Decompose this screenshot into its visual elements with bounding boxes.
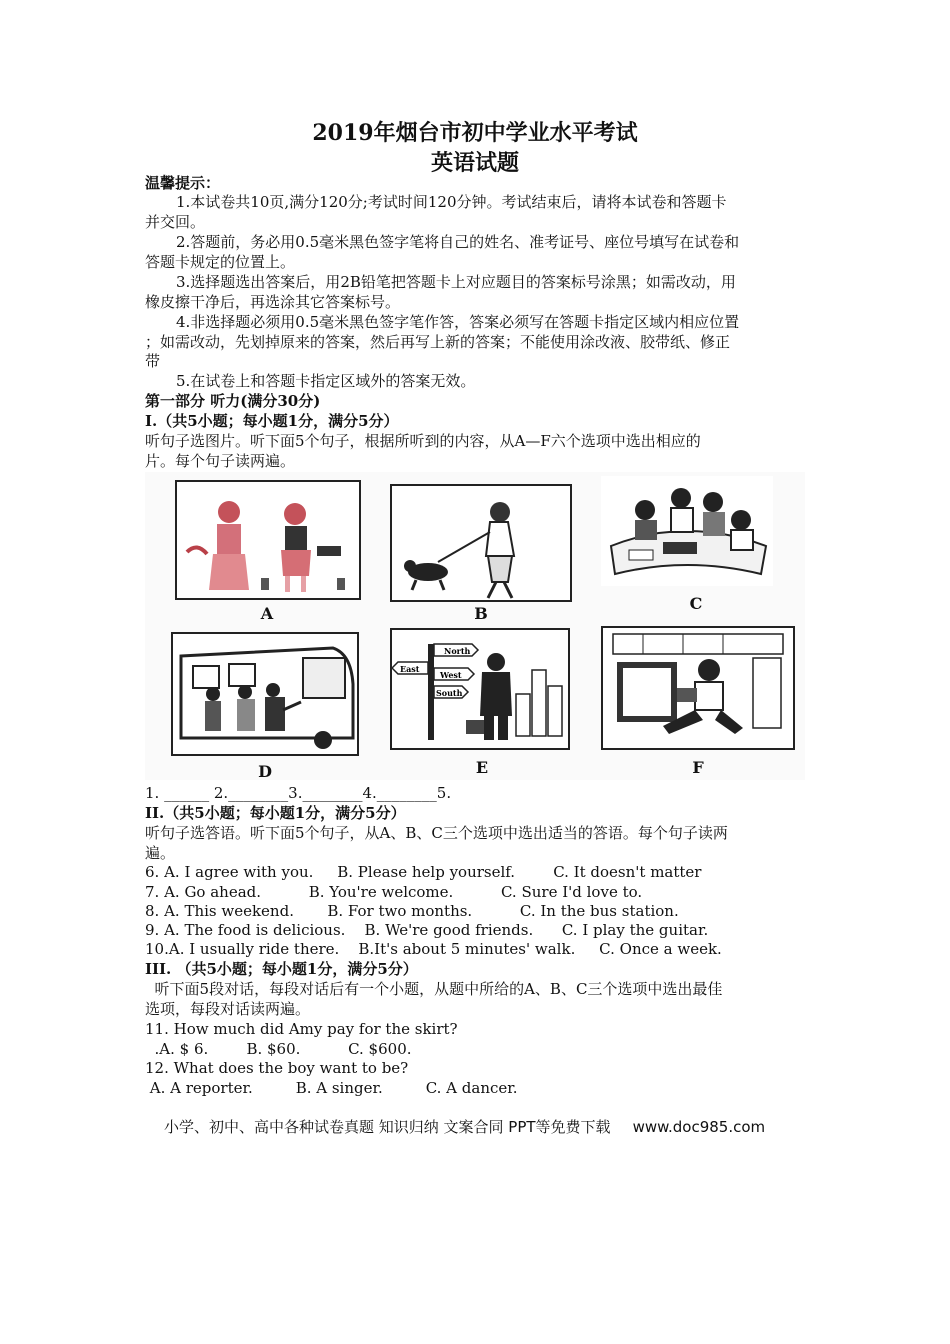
picture-label-a: A	[260, 604, 274, 623]
question-6: 6. A. I agree with you. B. Please help yourself. C. It doesn't matter	[145, 863, 702, 881]
notice-heading: 温馨提示：	[145, 174, 221, 192]
picture-c	[601, 476, 773, 586]
picture-b	[390, 484, 572, 602]
exam-subtitle: 英语试题	[430, 150, 519, 176]
picture-label-b: B	[474, 604, 488, 623]
group-study-illustration	[601, 476, 773, 586]
question-11-options: .A. $ 6. B. $60. C. $600.	[145, 1040, 412, 1058]
notice-line: 2.答题前，务必用0.5毫米黑色签字笔将自己的姓名、准考证号、座位号填写在试卷和	[176, 233, 740, 251]
question-8: 8. A. This weekend. B. For two months. C. In the bus station.	[145, 902, 679, 920]
notice-line: 带	[145, 352, 161, 370]
footer-url[interactable]: www.doc985.com	[632, 1118, 766, 1136]
sign-south: South	[436, 688, 463, 698]
question-12: 12. What does the boy want to be?	[145, 1059, 409, 1077]
picture-f	[601, 626, 795, 750]
section1-instruction: 听句子选图片。听下面5个句子，根据所听到的内容，从A—F六个选项中选出相应的	[145, 432, 701, 450]
picture-label-f: F	[692, 758, 704, 777]
picture-label-d: D	[258, 762, 272, 781]
notice-line: 3.选择题选出答案后，用2B铅笔把答题卡上对应题目的答案标号涂黑；如需改动，用	[176, 273, 736, 291]
notice-line: 橡皮擦干净后，再选涂其它答案标号。	[145, 293, 401, 311]
question-9: 9. A. The food is delicious. B. We're good friends. C. I play the guitar.	[145, 921, 709, 939]
question-10: 10.A. I usually ride there. B.It's about 5 minutes' walk. C. Once a week.	[145, 940, 722, 958]
section2-instruction: 遍。	[145, 844, 176, 862]
section1-heading: I.（共5小题；每小题1分，满分5分）	[145, 412, 399, 430]
picture-options	[145, 472, 805, 780]
picture-a	[175, 480, 361, 600]
part1-heading: 第一部分 听力(满分30分)	[145, 392, 321, 410]
notice-line: ；如需改动，先划掉原来的答案，然后再写上新的答案；不能使用涂改液、胶带纸、修正	[145, 333, 731, 351]
sign-north: North	[444, 646, 471, 656]
walking-dog-illustration	[392, 486, 570, 600]
section2-instruction: 听句子选答语。听下面5个句子，从A、B、C三个选项中选出适当的答语。每个句子读两	[145, 824, 728, 842]
sign-west: West	[440, 670, 462, 680]
shopping-girls-illustration	[177, 482, 359, 598]
section2-heading: II.（共5小题；每小题1分，满分5分）	[145, 804, 406, 822]
section1-instruction: 片。每个句子读两遍。	[145, 452, 296, 470]
answer-blanks: 1. ______ 2.________3.________4.________5.	[145, 784, 452, 802]
bus-boarding-illustration	[173, 634, 357, 754]
picture-label-c: C	[689, 594, 703, 613]
exam-title: 2019年烟台市初中学业水平考试	[312, 120, 638, 146]
picture-d	[171, 632, 359, 756]
notice-line: 4.非选择题必须用0.5毫米黑色签字笔作答，答案必须写在答题卡指定区域内相应位置	[176, 313, 740, 331]
notice-line: 1.本试卷共10页,满分120分;考试时间120分钟。考试结束后，请将本试卷和答题卡	[176, 193, 727, 211]
picture-label-e: E	[475, 758, 489, 777]
question-7: 7. A. Go ahead. B. You're welcome. C. Sure I'd love to.	[145, 883, 643, 901]
notice-line: 并交回。	[145, 213, 206, 231]
section3-instruction: 听下面5段对话，每段对话后有一个小题，从题中所给的A、B、C三个选项中选出最佳	[145, 980, 723, 998]
notice-line: 答题卡规定的位置上。	[145, 253, 296, 271]
section3-instruction: 选项，每段对话读两遍。	[145, 1000, 311, 1018]
picture-e	[390, 628, 570, 750]
footer-text: 小学、初中、高中各种试卷真题 知识归纳 文案合同 PPT等免费下载	[164, 1118, 611, 1136]
section3-heading: III. （共5小题；每小题1分，满分5分）	[145, 960, 418, 978]
sign-east: East	[400, 664, 420, 674]
boy-reading-illustration	[603, 628, 793, 748]
footer	[164, 1116, 765, 1137]
question-12-options: A. A reporter. B. A singer. C. A dancer.	[145, 1079, 518, 1097]
question-11: 11. How much did Amy pay for the skirt?	[145, 1020, 458, 1038]
notice-line: 5.在试卷上和答题卡指定区域外的答案无效。	[176, 372, 476, 390]
lost-direction-signpost-illustration	[392, 630, 568, 748]
